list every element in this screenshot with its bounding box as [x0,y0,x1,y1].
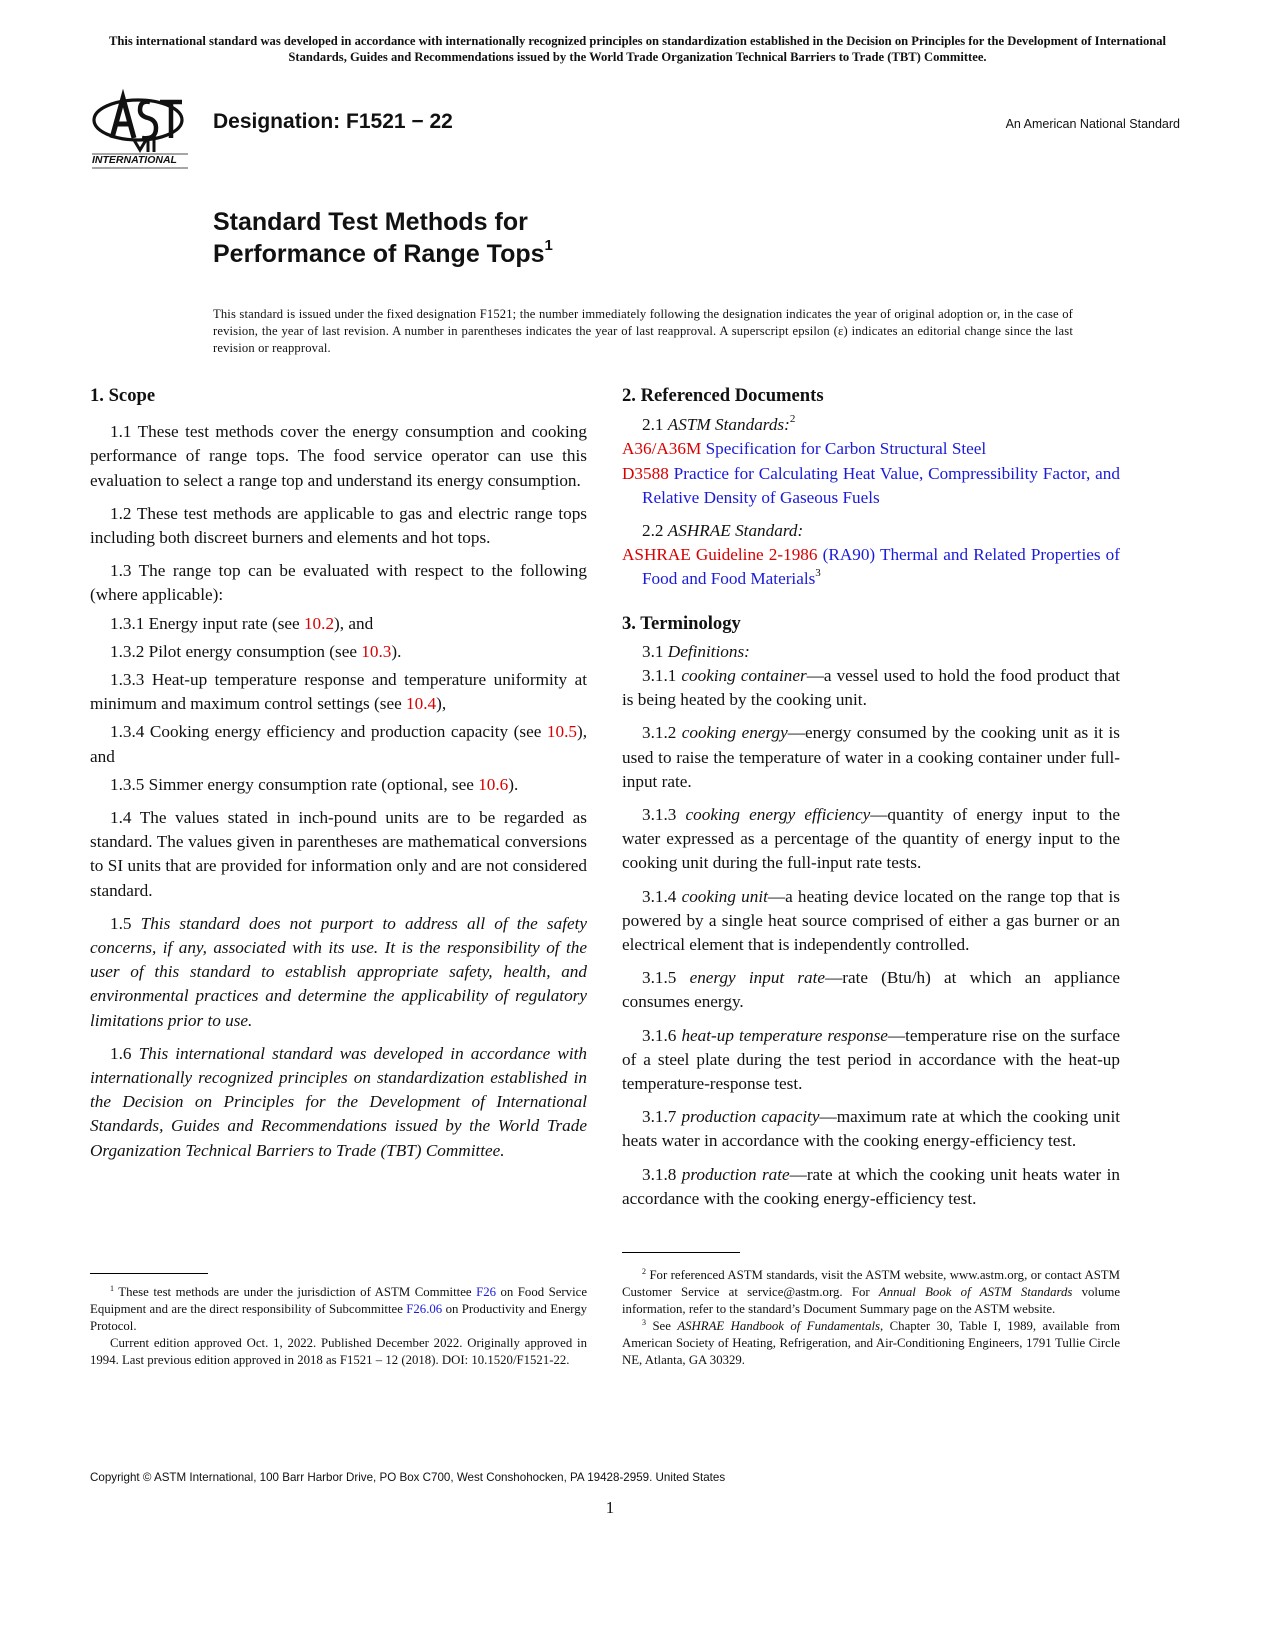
national-standard-label: An American National Standard [1005,117,1180,131]
def-3-1-1: 3.1.1 cooking container—a vessel used to hold the food product that is being heated by the cooking unit. [622,666,1120,710]
def-3-1-3: 3.1.3 cooking energy efficiency—quantity of energy input to the water expressed as a percentage of the quantity of energy input to the cooking unit during the full-input rate tests. [622,805,1121,873]
copyright-line: Copyright © ASTM International, 100 Barr Harbor Drive, PO Box C700, West Conshohocken, PA 19428-2959. United States [90,1471,726,1484]
def-3-1-6: 3.1.6 heat-up temperature response—temperature rise on the surface of a steel plate during the test period in accordance with the heat-up temperature-response test. [622,1025,1121,1094]
ref-link-10-5[interactable]: 10.5 [546,722,577,742]
para-1-5: 1.5 This standard does not purport to address all of the safety concerns, if any, associated with its use. It is the responsibility of the user of this standard to establish appropriate safety, health, and environmental practices and determine the applicability of regulatory limitations prior to use. [90,913,588,1030]
footnote-rule-left [90,1273,208,1274]
footnote-rule-right [622,1252,740,1253]
ref-doc-d3588 [622,462,1120,510]
ref-title-a36[interactable]: Specification for Carbon Structural Steel [705,439,987,459]
logo-international-text: INTERNATIONAL [92,154,177,166]
ref-link-10-6[interactable]: 10.6 [478,774,509,794]
ref-link-10-4[interactable]: 10.4 [406,694,437,714]
wto-notice: This international standard was developed in accordance with internationally recognized principles on standardization established in the Decision on Principles for the Development of International Standards, Guides and Recommendations issued by the World Trade Organization Technical Barriers to Trade (TBT) Committee. [108,34,1167,64]
ref-doc-ashrae: ASHRAE Guideline 2-1986 (RA90) Thermal and Related Properties of Food and Food Materials$^3$ [622,545,1120,589]
ref-link-10-3[interactable]: 10.3 [361,641,392,661]
para-1-2: 1.2 These test methods are applicable to gas and electric range tops including both discreet burners and elements and hot tops. [90,503,587,548]
def-3-1-4: 3.1.4 cooking unit—a heating device located on the range top that is powered by a single heat source comprised of either a gas burner or an electrical element that is independently controlled. [622,886,1120,955]
left-column [90,384,587,1163]
title-line-1: Standard Test Methods for [213,208,528,236]
ref-title-d3588[interactable]: Practice for Calculating Heat Value, Compressibility Factor, and Relative Density of Gaseous Fuels [642,463,1120,507]
subcommittee-f26-06-link[interactable]: F26.06 [406,1302,443,1316]
item-1-3-4: 1.3.4 Cooking energy efficiency and production capacity (see 10.5), and [90,722,587,766]
ref-code-d3588[interactable]: D3588 [622,463,669,483]
footnote-3: $^3$ See ASHRAE Handbook of Fundamentals, Chapter 30, Table I, 1989, available from American Society of Heating, Refrigeration, and Air-Conditioning Engineers, 1791 Tullie Circle NE, Atlanta, GA 30329. [622,1318,1120,1367]
section-1-heading: 1. Scope [90,385,156,406]
para-1-6: 1.6 This international standard was developed in accordance with internationally recognized principles on standardization established in the Decision on Principles for the Development of International Standards, Guides and Recommendations issued by the World Trade Organization Technical Barriers to Trade (TBT) Committee. [90,1043,587,1160]
right-column [622,384,1120,1211]
item-1-3-3: 1.3.3 Heat-up temperature response and temperature uniformity at minimum and maximum control settings (see 10.4), [90,670,587,714]
ref-code-ashrae[interactable]: ASHRAE Guideline 2-1986 [622,545,818,565]
para-2-1: 2.1 ASTM Standards:$^2$ [642,413,796,435]
def-3-1-8: 3.1.8 production rate—rate at which the cooking unit heats water in accordance with the cooking energy-efficiency test. [622,1164,1121,1208]
para-3-1: 3.1 Definitions: [642,641,750,661]
def-3-1-7: 3.1.7 production capacity—maximum rate at which the cooking unit heats water in accordance with the cooking energy-efficiency test. [622,1107,1121,1151]
footnote-1-edition: Current edition approved Oct. 1, 2022. Published December 2022. Originally approved in 1994. Last previous edition approved in 2018 as F1521 – 12 (2018). DOI: 10.1520/F1521-22. [90,1336,587,1367]
astm-logo [90,88,200,178]
ref-doc-a36 [622,437,1120,461]
ref-link-10-2[interactable]: 10.2 [303,613,335,633]
designation: Designation: F1521 − 22 [213,110,453,133]
title-footnote-mark: 1 [544,237,553,254]
para-1-1: 1.1 These test methods cover the energy consumption and cooking performance of range tops. The food service operator can use this evaluation to select a range top and understand its energy consumption. [90,422,587,490]
document-title [213,206,553,270]
para-2-2: 2.2 ASHRAE Standard: [642,521,804,541]
item-1-3-1: 1.3.1 Energy input rate (see 10.2), and [110,613,374,633]
ref-title-ashrae[interactable]: (RA90) Thermal and Related Properties of Food and Food Materials [642,545,1120,589]
para-1-4: 1.4 The values stated in inch-pound units are to be regarded as standard. The values given in parentheses are mathematical conversions to SI units that are provided for information only and are not considered standard. [90,808,587,900]
section-2-heading: 2. Referenced Documents [622,385,824,406]
footnotes-left [90,1284,587,1369]
footnote-1: $^1$ These test methods are under the jurisdiction of ASTM Committee F26 on Food Service Equipment and are the direct responsibility of Subcommittee F26.06 on Productivity and Energy Protocol. [90,1284,587,1333]
title-line-2: Performance of Range Tops [213,240,545,268]
ref-code-a36[interactable]: A36/A36M [622,439,702,459]
page-number: 1 [605,1498,615,1517]
def-3-1-5: 3.1.5 energy input rate—rate (Btu/h) at which an appliance consumes energy. [622,968,1121,1012]
issued-note: This standard is issued under the fixed designation F1521; the number immediately following the designation indicates the year of original adoption or, in the case of revision, the year of last revision. A number in parentheses indicates the year of last reapproval. A superscript epsilon (ε) indicates an editorial change since the last revision or reapproval. [213,307,1073,355]
def-3-1-2: 3.1.2 cooking energy—energy consumed by the cooking unit as it is used to raise the temperature of water in a cooking container under full-input rate. [622,723,1120,791]
committee-f26-link[interactable]: F26 [476,1285,496,1299]
section-3-heading: 3. Terminology [622,612,741,634]
item-1-3-2: 1.3.2 Pilot energy consumption (see 10.3). [110,641,402,661]
footnote-2: $^2$ For referenced ASTM standards, visit the ASTM website, www.astm.org, or contact ASTM Customer Service at service@astm.org. For Annual Book of ASTM Standards volume information, refer to the standard’s Document Summary page on the ASTM website. [622,1267,1121,1316]
item-1-3-5: 1.3.5 Simmer energy consumption rate (optional, see 10.6). [110,774,519,794]
para-1-3: 1.3 The range top can be evaluated with respect to the following (where applicable): [90,561,587,605]
footnotes-right [622,1267,1120,1369]
